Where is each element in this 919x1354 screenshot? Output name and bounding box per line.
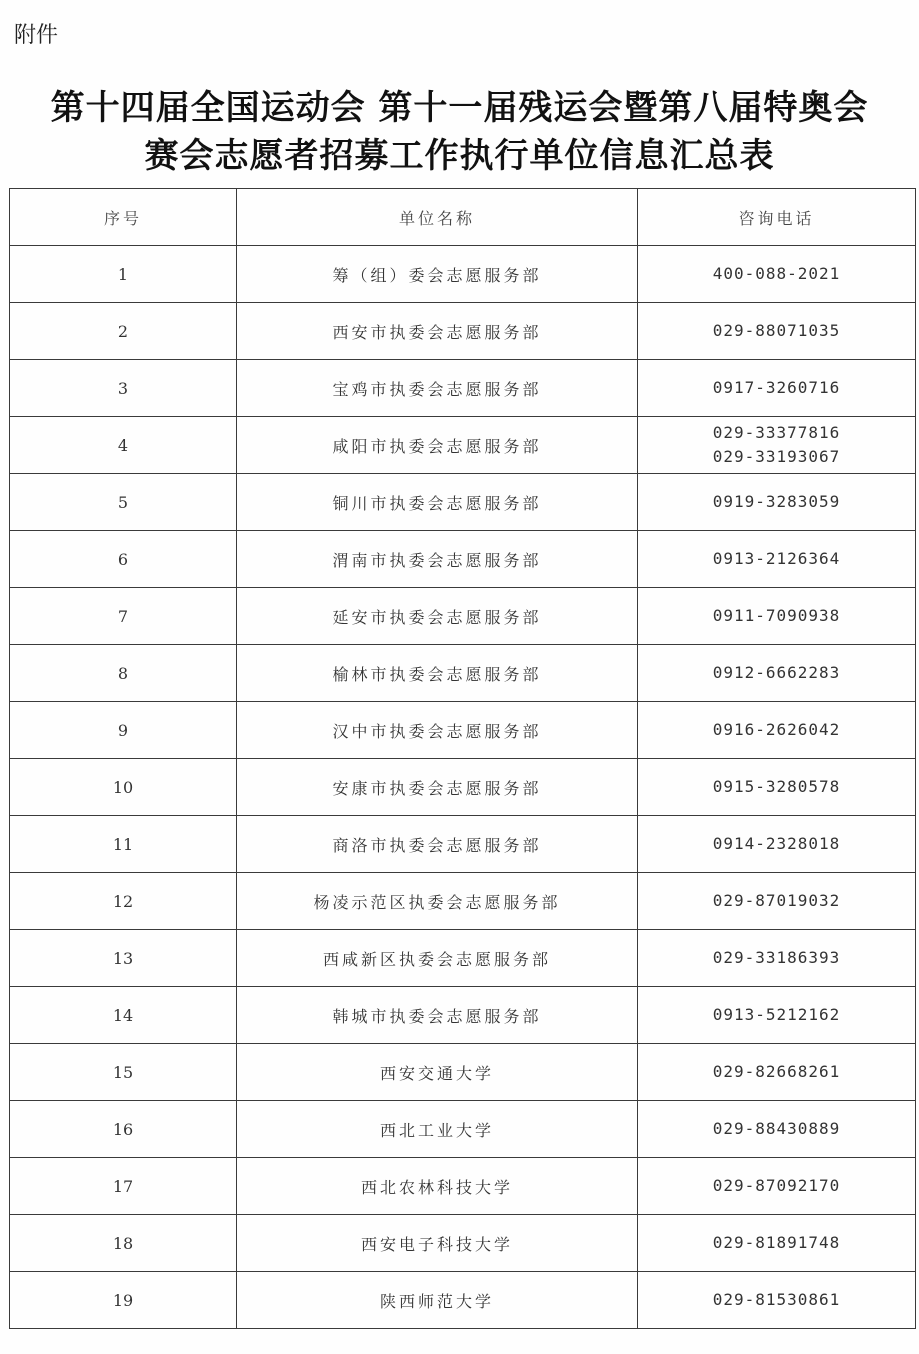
header-phone: 咨询电话 xyxy=(638,189,916,246)
row-index: 5 xyxy=(10,474,237,531)
row-phone: 0919-3283059 xyxy=(712,492,841,511)
row-index: 15 xyxy=(10,1044,237,1101)
row-unit-name: 韩城市执委会志愿服务部 xyxy=(237,987,638,1044)
row-index: 13 xyxy=(10,930,237,987)
row-phone-cell xyxy=(638,759,916,816)
row-index: 12 xyxy=(10,873,237,930)
row-unit-name: 西北工业大学 xyxy=(237,1101,638,1158)
row-phone-cell xyxy=(638,816,916,873)
row-index: 16 xyxy=(10,1101,237,1158)
row-phone-cell xyxy=(638,1272,916,1329)
row-phone-cell xyxy=(638,360,916,417)
table-row xyxy=(10,474,916,531)
row-unit-name: 咸阳市执委会志愿服务部 xyxy=(237,417,638,474)
row-phone-cell xyxy=(638,1215,916,1272)
row-unit-name: 西安交通大学 xyxy=(237,1044,638,1101)
row-phone: 029-81530861 xyxy=(712,1290,841,1309)
row-index: 8 xyxy=(10,645,237,702)
table-row xyxy=(10,759,916,816)
row-unit-name: 商洛市执委会志愿服务部 xyxy=(237,816,638,873)
header-index: 序号 xyxy=(10,189,237,246)
row-phone: 0913-5212162 xyxy=(712,1005,841,1024)
row-phone: 029-81891748 xyxy=(712,1233,841,1252)
info-table xyxy=(9,188,916,1329)
table-row xyxy=(10,702,916,759)
row-phone: 0917-3260716 xyxy=(712,378,841,397)
row-unit-name: 西北农林科技大学 xyxy=(237,1158,638,1215)
row-unit-name: 安康市执委会志愿服务部 xyxy=(237,759,638,816)
table-row xyxy=(10,987,916,1044)
table-header-row xyxy=(10,189,916,246)
row-unit-name: 宝鸡市执委会志愿服务部 xyxy=(237,360,638,417)
table-row xyxy=(10,246,916,303)
row-index: 4 xyxy=(10,417,237,474)
row-phone: 0915-3280578 xyxy=(712,777,841,796)
table-row xyxy=(10,303,916,360)
row-index: 17 xyxy=(10,1158,237,1215)
table-row xyxy=(10,1215,916,1272)
table-row xyxy=(10,1158,916,1215)
row-phone: 0911-7090938 xyxy=(712,606,841,625)
row-index: 6 xyxy=(10,531,237,588)
table-row xyxy=(10,417,916,474)
row-phone-cell xyxy=(638,873,916,930)
row-phone: 029-87019032 xyxy=(712,891,841,910)
row-phone: 0916-2626042 xyxy=(712,720,841,739)
table-row xyxy=(10,816,916,873)
row-phone-cell xyxy=(638,417,916,474)
row-phone-cell xyxy=(638,1101,916,1158)
row-phone-cell xyxy=(638,246,916,303)
row-phone-cell xyxy=(638,531,916,588)
row-unit-name: 榆林市执委会志愿服务部 xyxy=(237,645,638,702)
table-row xyxy=(10,588,916,645)
row-phone-cell xyxy=(638,987,916,1044)
table-body xyxy=(10,246,916,1329)
table-row xyxy=(10,930,916,987)
row-unit-name: 渭南市执委会志愿服务部 xyxy=(237,531,638,588)
row-phone: 400-088-2021 xyxy=(712,264,841,283)
row-phone-cell xyxy=(638,1044,916,1101)
row-unit-name: 筹（组）委会志愿服务部 xyxy=(237,246,638,303)
table-row xyxy=(10,360,916,417)
row-index: 2 xyxy=(10,303,237,360)
row-unit-name: 西安电子科技大学 xyxy=(237,1215,638,1272)
document-title-line2: 赛会志愿者招募工作执行单位信息汇总表 xyxy=(144,136,775,176)
row-unit-name: 延安市执委会志愿服务部 xyxy=(237,588,638,645)
table-row xyxy=(10,1272,916,1329)
row-index: 9 xyxy=(10,702,237,759)
table-row xyxy=(10,873,916,930)
row-phone: 029-33377816 xyxy=(712,423,841,442)
row-phone-cell xyxy=(638,303,916,360)
row-unit-name: 西安市执委会志愿服务部 xyxy=(237,303,638,360)
row-phone-cell xyxy=(638,474,916,531)
row-phone-cell xyxy=(638,1158,916,1215)
row-index: 1 xyxy=(10,246,237,303)
row-phone: 029-87092170 xyxy=(712,1176,841,1195)
row-unit-name: 陕西师范大学 xyxy=(237,1272,638,1329)
row-phone: 029-82668261 xyxy=(712,1062,841,1081)
row-phone: 029-33186393 xyxy=(712,948,841,967)
row-unit-name: 铜川市执委会志愿服务部 xyxy=(237,474,638,531)
row-index: 14 xyxy=(10,987,237,1044)
attachment-label: 附件 xyxy=(14,23,59,48)
row-phone-cell xyxy=(638,930,916,987)
row-phone: 0913-2126364 xyxy=(712,549,841,568)
row-index: 11 xyxy=(10,816,237,873)
table-row xyxy=(10,1044,916,1101)
row-phone-cell xyxy=(638,645,916,702)
row-phone: 029-88071035 xyxy=(712,321,841,340)
table-row xyxy=(10,1101,916,1158)
header-unit-name: 单位名称 xyxy=(237,189,638,246)
row-index: 3 xyxy=(10,360,237,417)
row-index: 10 xyxy=(10,759,237,816)
row-phone: 0912-6662283 xyxy=(712,663,841,682)
row-phone: 029-33193067 xyxy=(712,447,841,466)
row-phone-cell xyxy=(638,702,916,759)
row-phone: 0914-2328018 xyxy=(712,834,841,853)
row-unit-name: 汉中市执委会志愿服务部 xyxy=(237,702,638,759)
row-phone-cell xyxy=(638,588,916,645)
row-unit-name: 西咸新区执委会志愿服务部 xyxy=(237,930,638,987)
row-phone: 029-88430889 xyxy=(712,1119,841,1138)
row-index: 7 xyxy=(10,588,237,645)
document-title-line1: 第十四届全国运动会 第十一届残运会暨第八届特奥会 xyxy=(50,88,869,128)
row-unit-name: 杨凌示范区执委会志愿服务部 xyxy=(237,873,638,930)
row-index: 18 xyxy=(10,1215,237,1272)
table-row xyxy=(10,645,916,702)
row-index: 19 xyxy=(10,1272,237,1329)
table-row xyxy=(10,531,916,588)
